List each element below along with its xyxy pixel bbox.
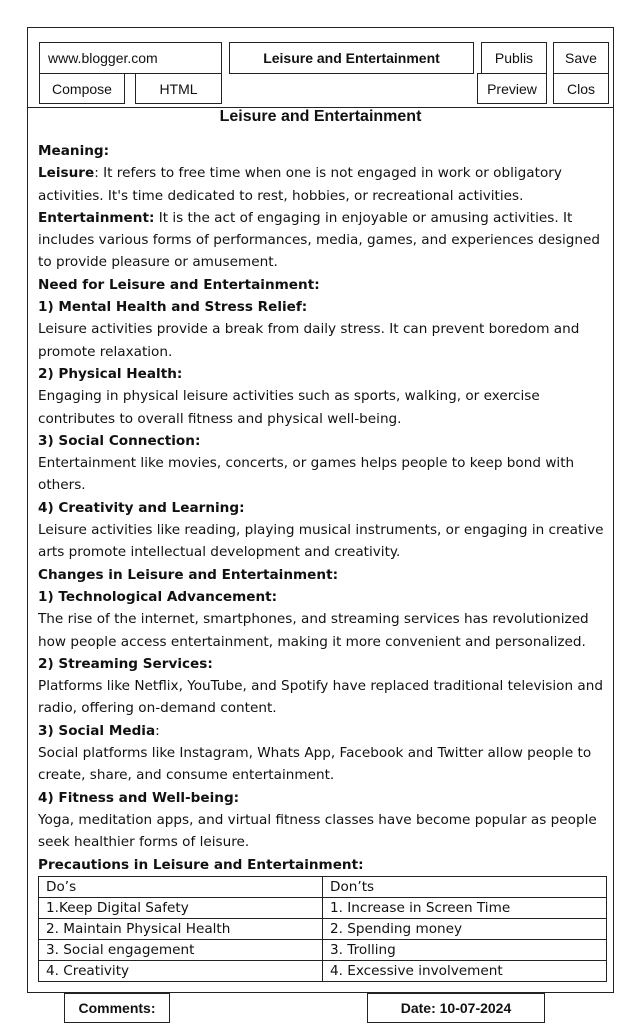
- changes-item-title: 1) Technological Advancement:: [38, 588, 278, 605]
- table-row: [39, 940, 607, 961]
- entertainment-term: Entertainment:: [38, 209, 155, 226]
- precautions-table: [38, 876, 607, 982]
- table-cell: 2. Maintain Physical Health: [39, 919, 323, 940]
- table-cell: 1.Keep Digital Safety: [39, 898, 323, 919]
- need-item-text: Entertainment like movies, concerts, or games helps people to keep bond with others.: [38, 455, 575, 494]
- entertainment-definition: [38, 207, 608, 274]
- changes-item-title-line: [38, 720, 608, 742]
- leisure-def-text: : It refers to free time when one is not engaged in work or obligatory activities. It's time dedicated to rest, hobbies, or recreational activities.: [38, 165, 562, 204]
- changes-item-title: 3) Social Media: [38, 722, 156, 739]
- preview-button[interactable]: Preview: [477, 73, 547, 104]
- changes-item-text: Platforms like Netflix, YouTube, and Spotify have replaced traditional television and radio, offering on-demand content.: [38, 678, 603, 717]
- changes-item-suffix: :: [155, 722, 160, 739]
- need-item-text: Leisure activities provide a break from daily stress. It can prevent boredom and promote relaxation.: [38, 321, 580, 360]
- post-body[interactable]: [38, 140, 608, 876]
- table-header-row: [39, 877, 607, 898]
- need-item-title: 4) Creativity and Learning:: [38, 499, 245, 516]
- changes-item-text: Social platforms like Instagram, Whats App, Facebook and Twitter allow people to create, share, and consume entertainment.: [38, 745, 592, 784]
- table-header-donts: Don’ts: [323, 877, 607, 898]
- changes-item-text: The rise of the internet, smartphones, and streaming services has revolutionized how people access entertainment, making it more convenient and personalized.: [38, 611, 589, 650]
- table-row: [39, 961, 607, 982]
- html-tab[interactable]: HTML: [135, 73, 222, 104]
- changes-item-title: 2) Streaming Services:: [38, 655, 213, 672]
- leisure-definition: [38, 162, 608, 207]
- precautions-heading: Precautions in Leisure and Entertainment:: [38, 856, 364, 873]
- need-item-title: 2) Physical Health:: [38, 365, 183, 382]
- changes-item-title-line: [38, 586, 608, 608]
- compose-tab[interactable]: Compose: [39, 73, 125, 104]
- changes-item-title-line: [38, 787, 608, 809]
- table-row: [39, 898, 607, 919]
- changes-item-text: Yoga, meditation apps, and virtual fitness classes have become popular as people seek healthier forms of leisure.: [38, 811, 597, 851]
- need-item-text: Engaging in physical leisure activities such as sports, walking, or exercise contributes to overall fitness and physical well-being.: [38, 388, 540, 427]
- table-cell: 3. Trolling: [323, 940, 607, 961]
- close-button[interactable]: Clos: [553, 73, 609, 104]
- meaning-heading: Meaning:: [38, 143, 110, 159]
- post-title-field[interactable]: Leisure and Entertainment: [229, 42, 474, 74]
- leisure-term: Leisure: [38, 165, 95, 182]
- need-item-title: 1) Mental Health and Stress Relief:: [38, 299, 308, 316]
- date-label: Date: 10-07-2024: [367, 993, 545, 1023]
- table-cell: 4. Creativity: [39, 961, 323, 982]
- table-cell: 3. Social engagement: [39, 940, 323, 961]
- table-header-dos: Do’s: [39, 877, 323, 898]
- document-heading: Leisure and Entertainment: [219, 108, 422, 125]
- changes-heading: Changes in Leisure and Entertainment:: [38, 566, 339, 583]
- changes-item-title: 4) Fitness and Well-being:: [38, 789, 240, 806]
- comments-button[interactable]: Comments:: [64, 993, 170, 1023]
- need-heading: Need for Leisure and Entertainment:: [38, 276, 320, 293]
- publish-button[interactable]: Publis: [481, 42, 547, 74]
- table-row: [39, 919, 607, 940]
- url-field[interactable]: www.blogger.com: [39, 42, 222, 74]
- table-cell: 4. Excessive involvement: [323, 961, 607, 982]
- need-item-title: 3) Social Connection:: [38, 432, 201, 449]
- changes-item-title-line: [38, 653, 608, 675]
- table-cell: 1. Increase in Screen Time: [323, 898, 607, 919]
- table-cell: 2. Spending money: [323, 919, 607, 940]
- entertainment-def-text: It is the act of engaging in enjoyable or amusing activities. It includes various forms of performances, media, games, and experiences designed to provide pleasure or amusement.: [38, 209, 601, 271]
- need-item-text: Leisure activities like reading, playing musical instruments, or engaging in creative arts promote intellectual development and creativity.: [38, 522, 604, 561]
- save-button[interactable]: Save: [553, 42, 609, 74]
